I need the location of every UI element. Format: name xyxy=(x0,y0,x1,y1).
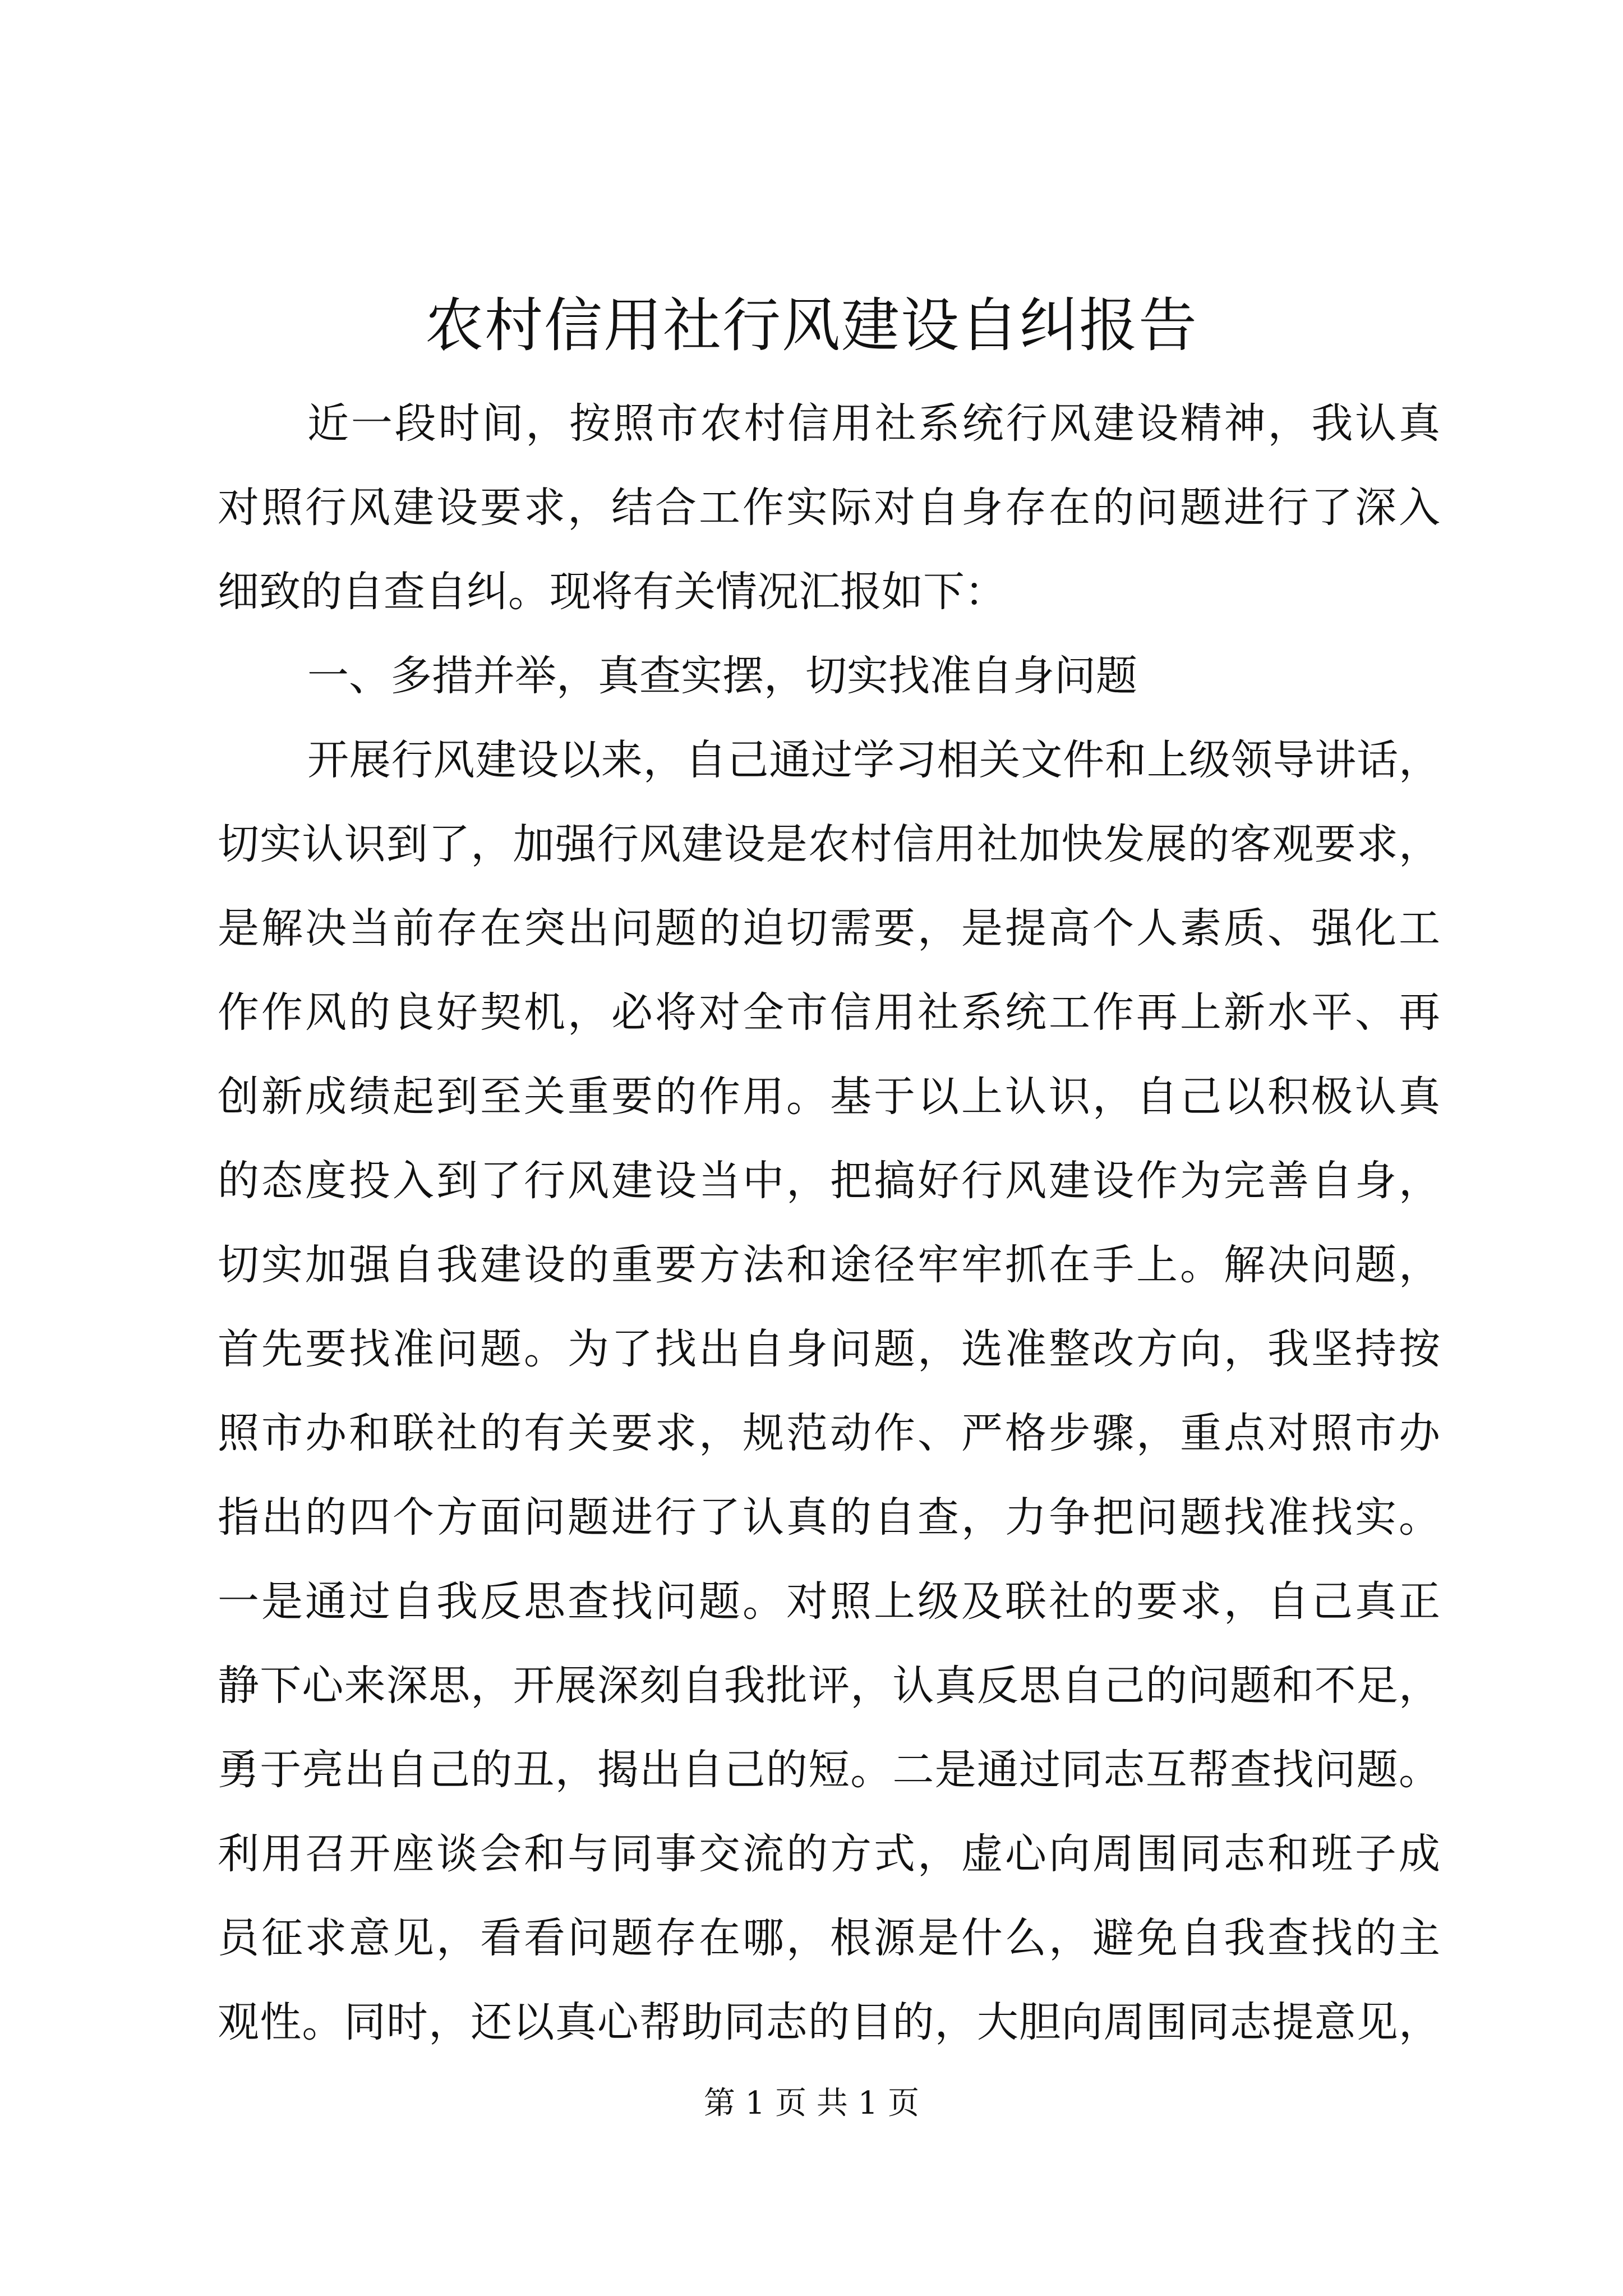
document-title: 农村信用社行风建设自纠报告 xyxy=(425,291,1198,360)
paragraph-line: 指出的四个方面问题进行了认真的自查，力争把问题找准找实。 xyxy=(218,1493,1440,1542)
paragraph-line: 创新成绩起到至关重要的作用。基于以上认识，自己以积极认真 xyxy=(218,1073,1440,1121)
paragraph-line: 对照行风建设要求，结合工作实际对自身存在的问题进行了深入 xyxy=(218,484,1440,532)
section-heading: 一、多措并举，真查实摆，切实找准自身问题 xyxy=(307,652,1137,700)
paragraph-line: 是解决当前存在突出问题的迫切需要，是提高个人素质、强化工 xyxy=(218,904,1440,953)
paragraph-line: 细致的自查自纠。现将有关情况汇报如下： xyxy=(218,568,1006,616)
page-number-footer: 第 1 页 共 1 页 xyxy=(703,2085,920,2122)
paragraph-line: 勇于亮出自己的丑，揭出自己的短。二是通过同志互帮查找问题。 xyxy=(218,1746,1440,1794)
paragraph-line: 照市办和联社的有关要求，规范动作、严格步骤，重点对照市办 xyxy=(218,1409,1440,1457)
paragraph-line: 静下心来深思，开展深刻自我批评，认真反思自己的问题和不足， xyxy=(218,1662,1440,1710)
paragraph-line: 利用召开座谈会和与同事交流的方式，虚心向周围同志和班子成 xyxy=(218,1830,1440,1878)
paragraph-line: 一是通过自我反思查找问题。对照上级及联社的要求，自己真正 xyxy=(218,1577,1440,1626)
paragraph-line: 切实认识到了，加强行风建设是农村信用社加快发展的客观要求， xyxy=(218,820,1440,868)
paragraph-line: 首先要找准问题。为了找出自身问题，选准整改方向，我坚持按 xyxy=(218,1325,1440,1373)
paragraph-line: 近一段时间，按照市农村信用社系统行风建设精神，我认真 xyxy=(307,399,1440,448)
paragraph-line: 观性。同时，还以真心帮助同志的目的，大胆向周围同志提意见， xyxy=(218,1998,1440,2046)
paragraph-line: 员征求意见，看看问题存在哪，根源是什么，避免自我查找的主 xyxy=(218,1914,1440,1962)
paragraph-line: 的态度投入到了行风建设当中，把搞好行风建设作为完善自身， xyxy=(218,1157,1440,1205)
paragraph-line: 作作风的良好契机，必将对全市信用社系统工作再上新水平、再 xyxy=(218,988,1440,1037)
paragraph-line: 切实加强自我建设的重要方法和途径牢牢抓在手上。解决问题， xyxy=(218,1241,1440,1289)
paragraph-line: 开展行风建设以来，自己通过学习相关文件和上级领导讲话， xyxy=(307,736,1440,784)
